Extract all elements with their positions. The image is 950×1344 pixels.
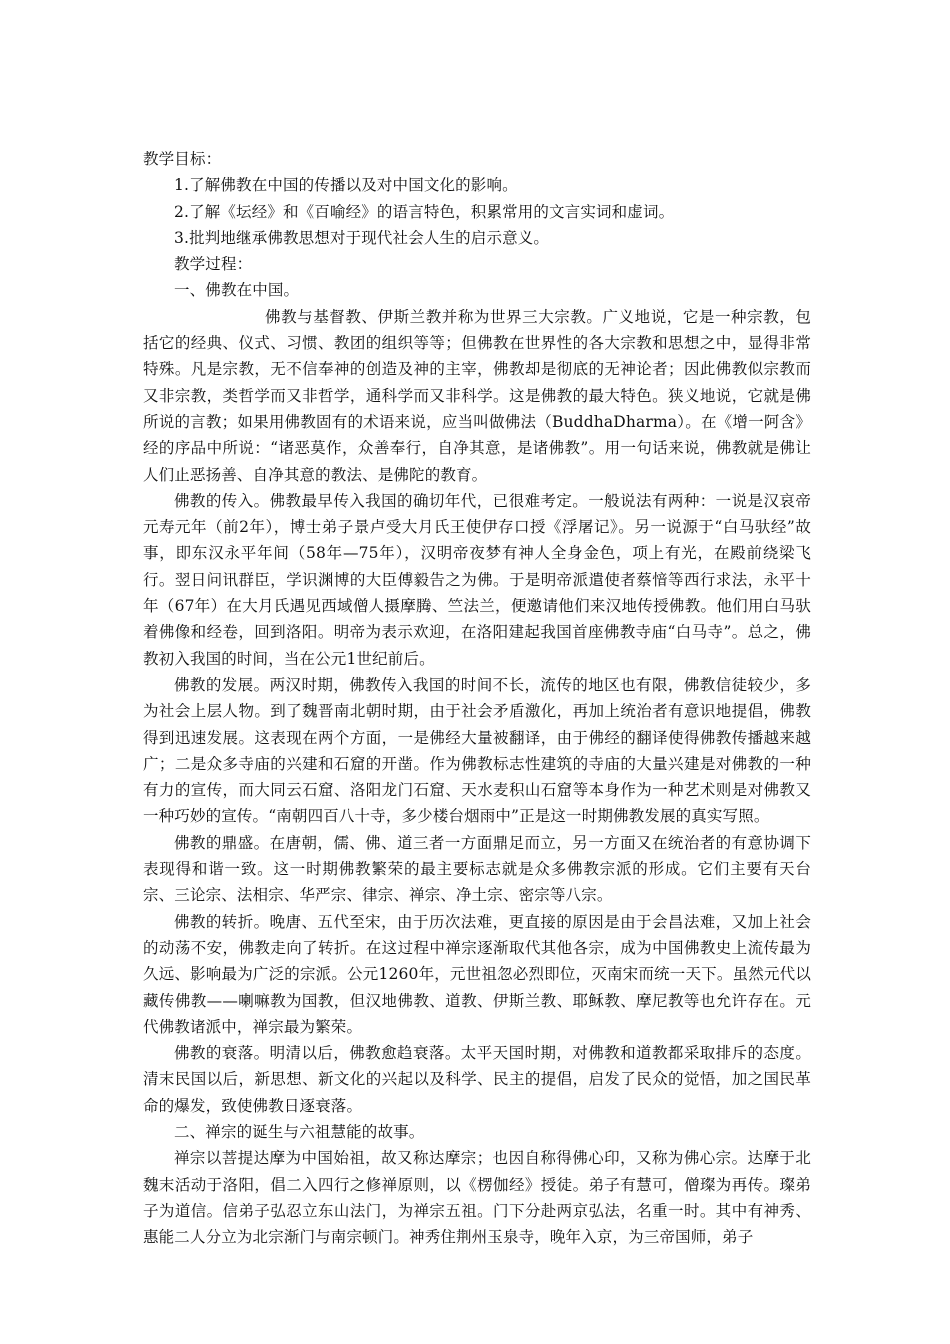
section-title: 一、佛教在中国。 <box>174 281 300 300</box>
document-body <box>143 146 811 1250</box>
body-paragraph: 佛教与基督教、伊斯兰教并称为世界三大宗教。广义地说，它是一种宗教，包括它的经典、仪式、习惯、教团的组织等等；但佛教在世界性的各大宗教和思想之中，显得非常特殊。凡是宗教，无不信奉神的创造及神的主宰，佛教却是彻底的无神论者；因此佛教似宗教而又非宗教，类哲学而又非哲学，通科学而又非科学。这是佛教的最大特色。狭义地说，它就是佛所说的言教；如果用佛教固有的术语来说，应当叫做佛法（BuddhaDharma）。在《增一阿含》经的序品中所说：“诸恶莫作，众善奉行，自净其意，是诸佛教”。用一句话来说，佛教就是佛让人们止恶扬善、自净其意的教法、是佛陀的教育。 <box>143 307 811 484</box>
body-paragraph: 禅宗以菩提达摩为中国始祖，故又称达摩宗；也因自称得佛心印，又称为佛心宗。达摩于北魏末活动于洛阳，倡二入四行之修禅原则，以《楞伽经》授徒。弟子有慧可，僧璨为再传。璨弟子为道信。信弟子弘忍立东山法门，为禅宗五祖。门下分赴两京弘法，名重一时。其中有神秀、惠能二人分立为北宗渐门与南宗顿门。神秀住荆州玉泉寺，晚年入京，为三帝国师，弟子 <box>143 1149 811 1247</box>
process-label: 教学过程： <box>174 255 253 274</box>
body-paragraph: 佛教的发展。两汉时期，佛教传入我国的时间不长，流传的地区也有限，佛教信徒较少，多为社会上层人物。到了魏晋南北朝时期，由于社会矛盾激化，再加上统治者有意识地提倡，佛教得到迅速发展。这表现在两个方面，一是佛经大量被翻译，由于佛经的翻译使得佛教传播越来越广；二是众多寺庙的兴建和石窟的开凿。作为佛教标志性建筑的寺庙的大量兴建是对佛教的一种有力的宣传，而大同云石窟、洛阳龙门石窟、天水麦积山石窟等本身作为一种艺术则是对佛教又一种巧妙的宣传。“南朝四百八十寺，多少楼台烟雨中”正是这一时期佛教发展的真实写照。 <box>143 675 811 826</box>
objective-item: 3.批判地继承佛教思想对于现代社会人生的启示意义。 <box>174 228 550 247</box>
objective-item: 2.了解《坛经》和《百喻经》的语言特色，积累常用的文言实词和虚词。 <box>174 202 675 221</box>
objective-item: 1.了解佛教在中国的传播以及对中国文化的影响。 <box>174 176 518 195</box>
objectives-label: 教学目标： <box>143 150 222 168</box>
body-paragraph: 佛教的衰落。明清以后，佛教愈趋衰落。太平天国时期，对佛教和道教都采取排斥的态度。清末民国以后，新思想、新文化的兴起以及科学、民主的提倡，启发了民众的觉悟，加之国民革命的爆发，致使佛教日逐衰落。 <box>143 1044 811 1115</box>
body-paragraph: 佛教的传入。佛教最早传入我国的确切年代，已很难考定。一般说法有两种：一说是汉哀帝元寿元年（前2年），博士弟子景卢受大月氏王使伊存口授《浮屠记》。另一说源于“白马驮经”故事，即东汉永平年间（58年—75年），汉明帝夜梦有神人全身金色，项上有光，在殿前绕梁飞行。翌日问讯群臣，学识渊博的大臣傅毅告之为佛。于是明帝派遣使者蔡愔等西行求法，永平十年（67年）在大月氏遇见西域僧人摄摩腾、竺法兰，便邀请他们来汉地传授佛教。他们用白马驮着佛像和经卷，回到洛阳。明帝为表示欢迎，在洛阳建起我国首座佛教寺庙“白马寺”。总之，佛教初入我国的时间，当在公元1世纪前后。 <box>143 491 811 668</box>
body-paragraph: 佛教的转折。晚唐、五代至宋，由于历次法难，更直接的原因是由于会昌法难，又加上社会的动荡不安，佛教走向了转折。在这过程中禅宗逐渐取代其他各宗，成为中国佛教史上流传最为久远、影响最为广泛的宗派。公元1260年，元世祖忽必烈即位，灭南宋而统一天下。虽然元代以藏传佛教——喇嘛教为国教，但汉地佛教、道教、伊斯兰教、耶稣教、摩尼教等也允许存在。元代佛教诸派中，禅宗最为繁荣。 <box>143 912 811 1036</box>
body-paragraph: 佛教的鼎盛。在唐朝，儒、佛、道三者一方面鼎足而立，另一方面又在统治者的有意协调下表现得和谐一致。这一时期佛教繁荣的最主要标志就是众多佛教宗派的形成。它们主要有天台宗、三论宗、法相宗、华严宗、律宗、禅宗、净土宗、密宗等八宗。 <box>143 833 811 905</box>
section-title: 二、禅宗的诞生与六祖慧能的故事。 <box>174 1122 425 1141</box>
